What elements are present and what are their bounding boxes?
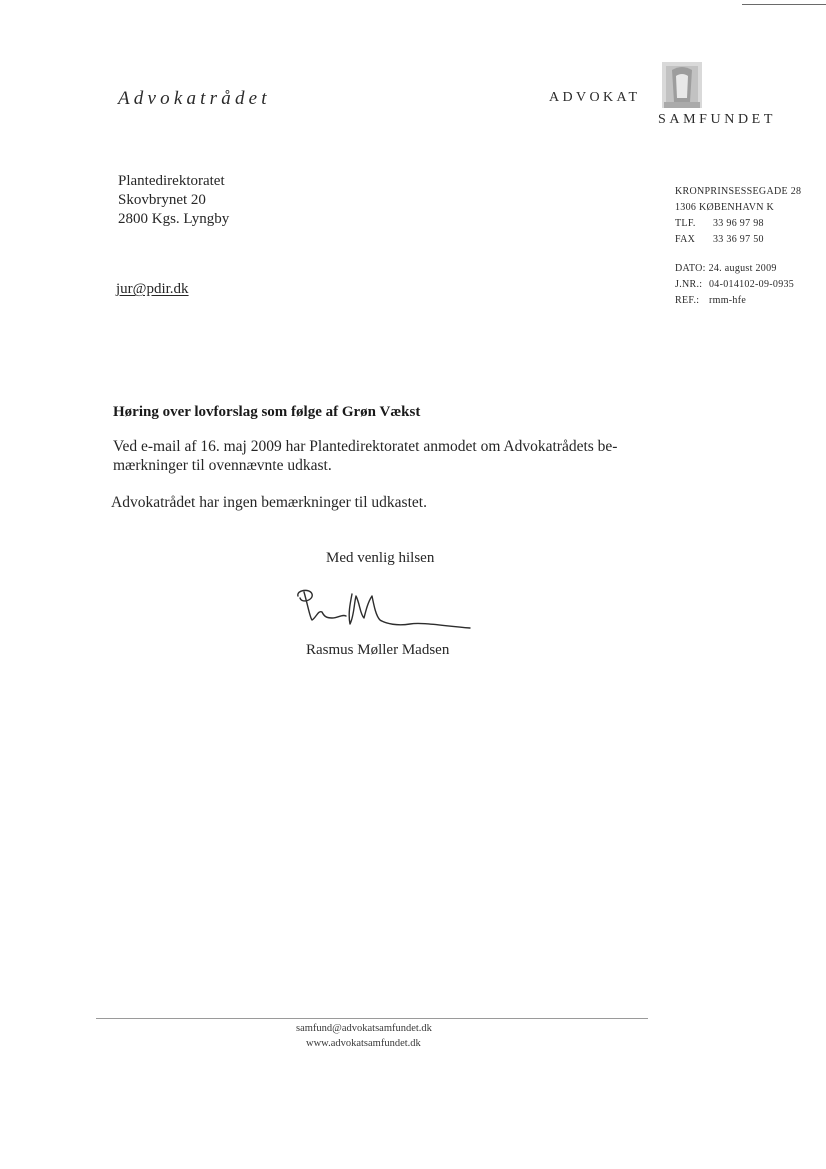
org-name-left: Advokatrådet	[118, 88, 271, 109]
closing-greeting: Med venlig hilsen	[326, 550, 435, 566]
paragraph-2: Advokatrådet har ingen bemærkninger til udkastet.	[111, 494, 427, 511]
signer-name: Rasmus Møller Madsen	[306, 642, 450, 658]
sender-city: 1306 KØBENHAVN K	[675, 202, 775, 213]
ref-value: rmm-hfe	[709, 295, 747, 306]
letter-date	[675, 263, 777, 274]
advokatsamfundet-logo-icon	[660, 62, 704, 110]
footer-divider	[96, 1018, 648, 1019]
fax-label: FAX	[675, 234, 696, 245]
reference	[675, 295, 746, 306]
footer-email-link[interactable]: samfund@advokatsamfundet.dk	[296, 1023, 432, 1034]
jnr-label: J.NR.:	[675, 279, 703, 290]
recipient-city: 2800 Kgs. Lyngby	[118, 211, 230, 227]
sender-phone	[675, 218, 764, 229]
phone-label: TLF.	[675, 218, 696, 229]
phone-value: 33 96 97 98	[713, 218, 764, 229]
sender-street: KRONPRINSESSEGADE 28	[675, 186, 802, 197]
paragraph-1-line-2: mærkninger til ovennævnte udkast.	[113, 457, 332, 474]
recipient-name: Plantedirektoratet	[118, 173, 225, 189]
ref-label: REF.:	[675, 295, 700, 306]
letter-subject: Høring over lovforslag som følge af Grøn Vækst	[113, 404, 421, 420]
date-label: DATO:	[675, 263, 706, 274]
journal-number	[675, 279, 794, 290]
scan-edge-line	[742, 4, 826, 5]
org-name-right-line1: ADVOKAT	[549, 90, 641, 105]
date-value: 24. august 2009	[708, 263, 777, 274]
paragraph-1-line-1: Ved e-mail af 16. maj 2009 har Plantedirektoratet anmodet om Advokatrådets be-	[113, 438, 618, 455]
org-name-right-line2: SAMFUNDET	[658, 112, 776, 127]
fax-value: 33 36 97 50	[713, 234, 764, 245]
recipient-street: Skovbrynet 20	[118, 192, 206, 208]
footer-web-link[interactable]: www.advokatsamfundet.dk	[306, 1038, 421, 1049]
sender-fax	[675, 234, 764, 245]
jnr-value: 04-014102-09-0935	[709, 279, 795, 290]
handwritten-signature	[294, 588, 474, 638]
recipient-email-link[interactable]: jur@pdir.dk	[116, 281, 189, 297]
